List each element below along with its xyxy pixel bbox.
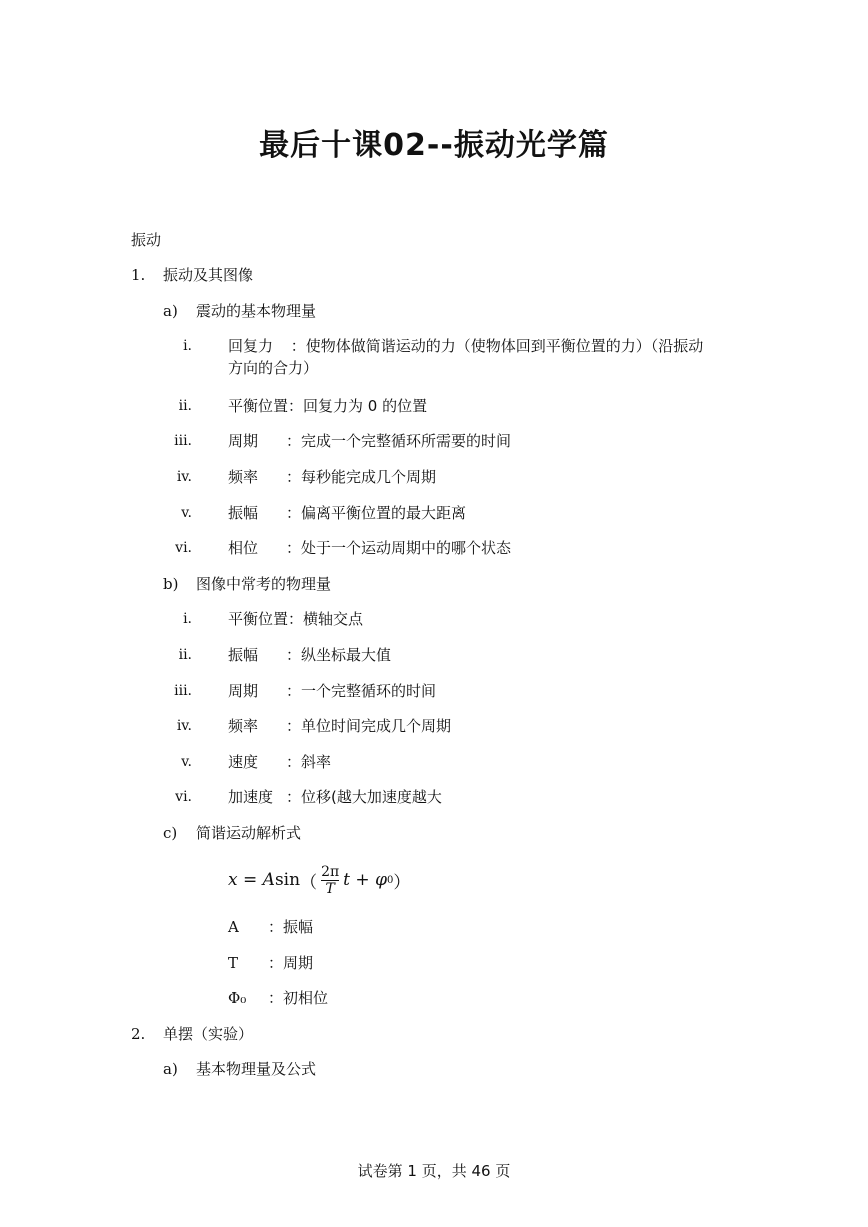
list-item-separator: ：	[286, 337, 306, 355]
item-number-2: 2.	[131, 1025, 146, 1043]
fraction-denominator: T	[325, 880, 335, 897]
list-item-separator: ：	[286, 788, 302, 806]
item-heading-1: 振动及其图像	[163, 266, 254, 284]
list-item-text: 纵坐标最大值	[301, 646, 392, 664]
page-footer: 试卷第 1 页，共 46 页	[357, 1162, 511, 1180]
list-roman: iv.	[176, 469, 192, 485]
list-item-label: 频率	[228, 717, 259, 735]
list-item-label: 加速度	[228, 788, 274, 806]
formula-equals: =	[237, 870, 263, 890]
list-item-text: 位移(越大加速度越大	[301, 788, 442, 806]
sub-heading-a: 震动的基本物理量	[196, 302, 317, 320]
list-item	[228, 644, 391, 666]
definition-item	[228, 916, 313, 938]
list-item-label: 平衡位置：	[228, 397, 304, 415]
page-title: 最后十课02--振动光学篇	[259, 128, 609, 163]
list-item-text: 横轴交点	[303, 610, 364, 628]
list-roman: vi.	[175, 789, 192, 805]
definition-symbol: A	[228, 918, 239, 936]
sub-mark-b: b)	[163, 575, 179, 593]
list-item-separator: ：	[286, 539, 302, 557]
list-item-separator: ：	[286, 753, 302, 771]
list-item	[228, 715, 451, 737]
list-roman: iv.	[176, 718, 192, 734]
list-roman: iii.	[174, 683, 192, 699]
sub-mark-c: c)	[163, 824, 178, 842]
list-item-text: 一个完整循环的时间	[301, 682, 437, 700]
definition-item	[228, 952, 313, 974]
list-item	[228, 537, 511, 559]
fraction-numerator: 2π	[321, 863, 340, 880]
definition-text: ：初相位	[268, 989, 329, 1007]
list-item-label: 速度	[228, 753, 259, 771]
sub-heading-b: 图像中常考的物理量	[196, 575, 332, 593]
formula-amplitude: A	[262, 870, 275, 890]
sub-mark-a: a)	[163, 302, 178, 320]
definition-item	[228, 987, 328, 1009]
formula-sin: sin	[274, 870, 301, 890]
list-roman: v.	[181, 754, 192, 770]
list-item	[228, 395, 427, 417]
list-item-continuation: 方向的合力）	[228, 359, 319, 377]
item-number-1: 1.	[131, 266, 146, 284]
formula-phi: φ	[375, 870, 387, 890]
list-item-separator: ：	[286, 646, 302, 664]
sub-heading-a2: 基本物理量及公式	[196, 1060, 317, 1078]
list-item-label: 平衡位置：	[228, 610, 304, 628]
list-item	[228, 502, 466, 524]
formula-rparen: ）	[393, 872, 411, 893]
list-item-label: 周期	[228, 432, 259, 450]
list-roman: i.	[183, 611, 192, 627]
list-item	[228, 335, 703, 357]
list-item-text: 斜率	[301, 753, 332, 771]
list-roman: v.	[181, 505, 192, 521]
list-item-label: 回复力	[228, 337, 274, 355]
list-roman: ii.	[178, 647, 192, 663]
list-item-text: 每秒能完成几个周期	[301, 468, 437, 486]
list-roman: vi.	[175, 540, 192, 556]
list-item-text: 回复力为 0 的位置	[303, 397, 428, 415]
formula-plus: +	[350, 870, 376, 890]
list-item-separator: ：	[286, 504, 302, 522]
definition-symbol: T	[228, 954, 239, 972]
list-item-text: 完成一个完整循环所需要的时间	[301, 432, 512, 450]
list-item	[228, 608, 363, 630]
section-heading: 振动	[131, 231, 162, 249]
definition-text: ：振幅	[268, 918, 314, 936]
list-item-separator: ：	[286, 468, 302, 486]
formula-x: x	[228, 870, 238, 890]
formula-phi-sub: 0	[386, 874, 394, 886]
list-item-text: 处于一个运动周期中的哪个状态	[301, 539, 512, 557]
list-item-text: 使物体做简谐运动的力（使物体回到平衡位置的力）（沿振动	[305, 337, 704, 355]
list-item-label: 相位	[228, 539, 259, 557]
list-item-label: 振幅	[228, 646, 259, 664]
list-item-text: 单位时间完成几个周期	[301, 717, 452, 735]
item-heading-2: 单摆（实验）	[163, 1025, 254, 1043]
list-item-separator: ：	[286, 682, 302, 700]
formula-t: t	[343, 870, 351, 890]
list-roman: ii.	[178, 398, 192, 414]
list-item-label: 周期	[228, 682, 259, 700]
shm-formula	[228, 858, 410, 902]
list-roman: i.	[183, 338, 192, 354]
list-item	[228, 751, 331, 773]
list-roman: iii.	[174, 433, 192, 449]
list-item	[228, 680, 436, 702]
sub-heading-c: 简谐运动解析式	[196, 824, 302, 842]
list-item-label: 频率	[228, 468, 259, 486]
list-item	[228, 786, 442, 808]
list-item-label: 振幅	[228, 504, 259, 522]
formula-fraction	[321, 864, 339, 897]
list-item-text: 偏离平衡位置的最大距离	[301, 504, 467, 522]
definition-text: ：周期	[268, 954, 314, 972]
list-item-separator: ：	[286, 717, 302, 735]
formula-lparen: （	[300, 872, 318, 893]
sub-mark-a2: a)	[163, 1060, 178, 1078]
list-item	[228, 430, 511, 452]
definition-symbol: Φ₀	[228, 989, 247, 1007]
list-item-separator: ：	[286, 432, 302, 450]
list-item	[228, 466, 436, 488]
